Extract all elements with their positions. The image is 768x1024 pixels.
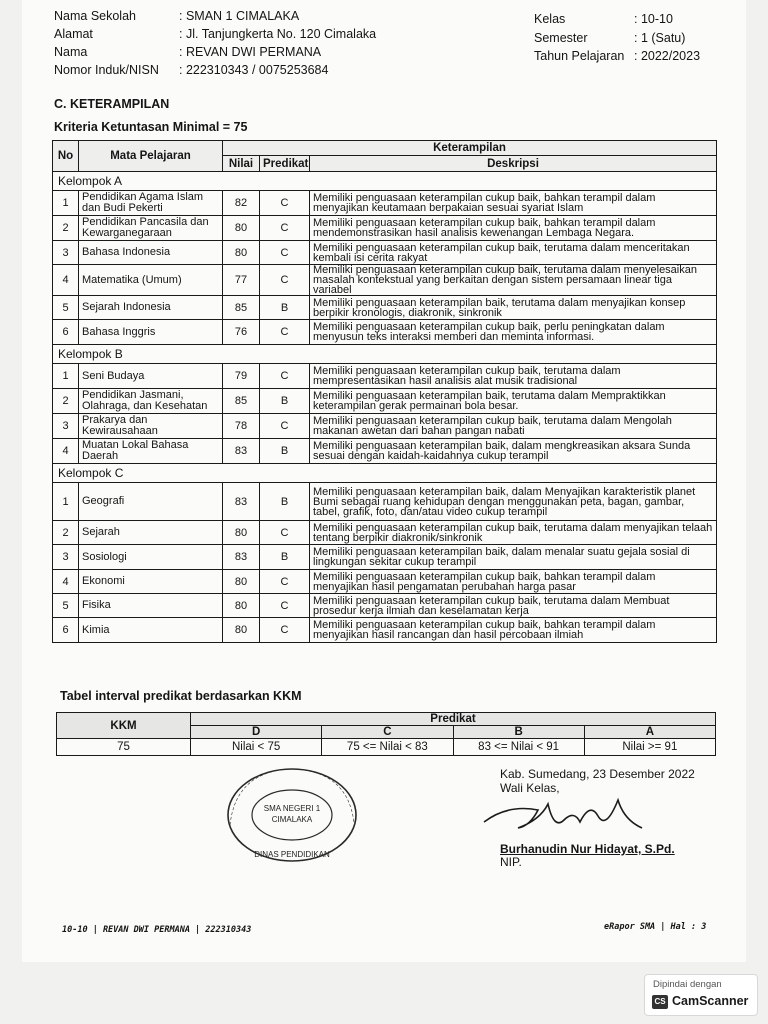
cell-mapel: Sosiologi: [79, 545, 223, 570]
sign-place-date: Kab. Sumedang, 23 Desember 2022: [500, 767, 695, 781]
interval-title: Tabel interval predikat berdasarkan KKM: [60, 689, 302, 703]
cell-deskripsi: Memiliki penguasaan keterampilan cukup baik, bahkan terampil dalam mendemonstrasikan hasil analisis kewenangan Lembaga Negara.: [310, 216, 717, 241]
group-name: Kelompok B: [53, 345, 717, 364]
section-title: C. KETERAMPILAN: [54, 97, 170, 111]
cell-no: 5: [53, 594, 79, 618]
value: : SMAN 1 CIMALAKA: [179, 9, 300, 23]
header-nisn: [54, 63, 328, 77]
cell-no: 4: [53, 265, 79, 296]
predikat-header: Predikat: [191, 713, 716, 726]
cell-no: 1: [53, 364, 79, 389]
school-stamp: [222, 765, 362, 865]
cell-deskripsi: Memiliki penguasaan keterampilan cukup baik, bahkan terampil dalam menyajikan hasil rancangan dan hasil percobaan ilmiah: [310, 618, 717, 643]
col-predikat-header: Predikat: [260, 156, 310, 172]
table-row: [53, 191, 717, 216]
cell-no: 5: [53, 296, 79, 320]
value: : 2022/2023: [634, 49, 701, 63]
cell-deskripsi: Memiliki penguasaan keterampilan cukup baik, terutama dalam menyelesaikan masalah kontekstual yang berkaitan dengan sistem persamaan linear tiga variabel: [310, 265, 717, 296]
table-row: [53, 618, 717, 643]
cell-predikat: B: [260, 545, 310, 570]
cell-mapel: Pendidikan Jasmani, Olahraga, dan Kesehatan: [79, 389, 223, 414]
label: Nama Sekolah: [54, 9, 136, 23]
range-c: 75 <= Nilai < 83: [322, 739, 453, 756]
cell-predikat: B: [260, 483, 310, 521]
cell-nilai: 85: [223, 296, 260, 320]
cell-nilai: 83: [223, 439, 260, 464]
group-row: [53, 464, 717, 483]
label: Tahun Pelajaran: [534, 49, 625, 63]
value: : Jl. Tanjungkerta No. 120 Cimalaka: [179, 27, 377, 41]
table-row: [53, 521, 717, 545]
camscanner-logo-icon: CS: [652, 995, 668, 1009]
kkm-line: Kriteria Ketuntasan Minimal = 75: [54, 120, 248, 134]
cell-mapel: Geografi: [79, 483, 223, 521]
col-keterampilan-header: Keterampilan: [223, 141, 717, 156]
header-kelas: [534, 12, 673, 26]
cell-deskripsi: Memiliki penguasaan keterampilan baik, dalam mengkreasikan aksara Sunda sesuai dengan kaidah-kaidahnya cukup terampil: [310, 439, 717, 464]
value: : 222310343 / 0075253684: [179, 63, 329, 77]
stamp-bottom: DINAS PENDIDIKAN: [254, 850, 330, 859]
cell-predikat: C: [260, 216, 310, 241]
cell-no: 3: [53, 414, 79, 439]
table-row: [53, 241, 717, 265]
cell-predikat: C: [260, 364, 310, 389]
cell-nilai: 85: [223, 389, 260, 414]
col-mapel-header: Mata Pelajaran: [79, 141, 223, 172]
table-row: [53, 265, 717, 296]
cell-nilai: 79: [223, 364, 260, 389]
group-name: Kelompok A: [53, 172, 717, 191]
cell-mapel: Prakarya dan Kewirausahaan: [79, 414, 223, 439]
interval-table: [56, 712, 716, 756]
table-row: [53, 439, 717, 464]
cell-nilai: 76: [223, 320, 260, 345]
group-row: [53, 345, 717, 364]
cell-nilai: 80: [223, 521, 260, 545]
cell-predikat: B: [260, 296, 310, 320]
cell-no: 2: [53, 389, 79, 414]
kkm-value: 75: [57, 739, 191, 756]
value: : 1 (Satu): [634, 31, 686, 45]
cell-predikat: C: [260, 618, 310, 643]
table-row: [53, 414, 717, 439]
sign-name: Burhanudin Nur Hidayat, S.Pd.: [500, 842, 675, 856]
col-no-header: No: [53, 141, 79, 172]
table-row: [53, 296, 717, 320]
label: Alamat: [54, 27, 93, 41]
value: : 10-10: [634, 12, 673, 26]
footer-left: 10-10 | REVAN DWI PERMANA | 222310343: [62, 925, 252, 935]
cell-predikat: B: [260, 439, 310, 464]
cell-no: 2: [53, 521, 79, 545]
cell-no: 3: [53, 545, 79, 570]
label: Nama: [54, 45, 88, 59]
cell-nilai: 80: [223, 216, 260, 241]
cell-mapel: Bahasa Inggris: [79, 320, 223, 345]
cell-predikat: C: [260, 320, 310, 345]
cell-no: 6: [53, 618, 79, 643]
cell-nilai: 80: [223, 241, 260, 265]
cell-deskripsi: Memiliki penguasaan keterampilan baik, dalam menalar suatu gejala sosial di lingkungan sekitar cukup terampil: [310, 545, 717, 570]
grade-c-header: C: [322, 726, 453, 739]
cell-nilai: 83: [223, 545, 260, 570]
cell-nilai: 82: [223, 191, 260, 216]
cell-no: 1: [53, 191, 79, 216]
sign-nip: NIP.: [500, 855, 522, 869]
camscanner-caption: Dipindai dengan: [653, 979, 722, 990]
table-row: [53, 389, 717, 414]
cell-no: 4: [53, 570, 79, 594]
stamp-center-1: SMA NEGERI 1: [263, 804, 321, 813]
sign-role: Wali Kelas,: [500, 781, 560, 795]
cell-no: 4: [53, 439, 79, 464]
table-row: [53, 570, 717, 594]
table-row: [53, 483, 717, 521]
label: Nomor Induk/NISN: [54, 63, 159, 77]
cell-nilai: 77: [223, 265, 260, 296]
grade-b-header: B: [453, 726, 584, 739]
cell-mapel: Sejarah Indonesia: [79, 296, 223, 320]
grade-a-header: A: [584, 726, 715, 739]
group-row: [53, 172, 717, 191]
cell-mapel: Seni Budaya: [79, 364, 223, 389]
cell-predikat: C: [260, 594, 310, 618]
cell-deskripsi: Memiliki penguasaan keterampilan cukup baik, bahkan terampil dalam menyajikan keutamaan berpakaian sesuai syariat Islam: [310, 191, 717, 216]
group-name: Kelompok C: [53, 464, 717, 483]
cell-nilai: 83: [223, 483, 260, 521]
cell-deskripsi: Memiliki penguasaan keterampilan cukup baik, terutama dalam mempresentasikan hasil analisis alat musik tradisional: [310, 364, 717, 389]
handwritten-signature: [478, 790, 648, 840]
header-nama: [54, 45, 321, 59]
kkm-header: KKM: [57, 713, 191, 739]
cell-deskripsi: Memiliki penguasaan keterampilan cukup baik, perlu peningkatan dalam menyusun teks interaksi memberi dan meminta informasi.: [310, 320, 717, 345]
cell-predikat: C: [260, 521, 310, 545]
cell-deskripsi: Memiliki penguasaan keterampilan cukup baik, terutama dalam menceritakan kembali isi cerita rakyat: [310, 241, 717, 265]
cell-no: 1: [53, 483, 79, 521]
cell-nilai: 80: [223, 594, 260, 618]
cell-mapel: Matematika (Umum): [79, 265, 223, 296]
cell-mapel: Pendidikan Pancasila dan Kewarganegaraan: [79, 216, 223, 241]
cell-mapel: Bahasa Indonesia: [79, 241, 223, 265]
cell-mapel: Muatan Lokal Bahasa Daerah: [79, 439, 223, 464]
cell-predikat: C: [260, 191, 310, 216]
cell-deskripsi: Memiliki penguasaan keterampilan cukup baik, terutama dalam menyajikan telaah tentang berpikir diakronik/sinkronik: [310, 521, 717, 545]
range-a: Nilai >= 91: [584, 739, 715, 756]
cell-deskripsi: Memiliki penguasaan keterampilan baik, dalam Menyajikan karakteristik planet Bumi sebagai ruang kehidupan dengan menggunakan peta, bagan, gambar, tabel, grafik, foto, dan/atau video cukup terampil: [310, 483, 717, 521]
cell-mapel: Ekonomi: [79, 570, 223, 594]
grade-d-header: D: [191, 726, 322, 739]
value: : REVAN DWI PERMANA: [179, 45, 322, 59]
header-tahun: [534, 49, 700, 63]
cell-nilai: 80: [223, 570, 260, 594]
table-row: [53, 216, 717, 241]
header-semester: [534, 31, 685, 45]
cell-deskripsi: Memiliki penguasaan keterampilan baik, terutama dalam menyajikan konsep berpikir kronologis, diakronik, sinkronik: [310, 296, 717, 320]
header-alamat: [54, 27, 376, 41]
grades-body: [53, 172, 717, 643]
table-row: [53, 594, 717, 618]
camscanner-badge: [644, 974, 758, 1016]
cell-nilai: 78: [223, 414, 260, 439]
range-d: Nilai < 75: [191, 739, 322, 756]
table-row: [53, 545, 717, 570]
cell-mapel: Kimia: [79, 618, 223, 643]
cell-predikat: C: [260, 570, 310, 594]
range-b: 83 <= Nilai < 91: [453, 739, 584, 756]
grades-table: [52, 140, 717, 643]
label: Kelas: [534, 12, 566, 26]
cell-mapel: Fisika: [79, 594, 223, 618]
footer-right: eRapor SMA | Hal : 3: [604, 922, 707, 932]
stamp-center-2: CIMALAKA: [271, 815, 313, 824]
cell-predikat: B: [260, 389, 310, 414]
cell-predikat: C: [260, 241, 310, 265]
cell-no: 2: [53, 216, 79, 241]
cell-deskripsi: Memiliki penguasaan keterampilan baik, terutama dalam Mempraktikkan keterampilan gerak permainan bola besar.: [310, 389, 717, 414]
cell-deskripsi: Memiliki penguasaan keterampilan cukup baik, terutama dalam Mengolah makanan awetan dari bahan pangan nabati: [310, 414, 717, 439]
header-nama-sekolah: [54, 9, 299, 23]
cell-mapel: Sejarah: [79, 521, 223, 545]
col-deskripsi-header: Deskripsi: [310, 156, 717, 172]
cell-no: 3: [53, 241, 79, 265]
table-row: [53, 320, 717, 345]
cell-mapel: Pendidikan Agama Islam dan Budi Pekerti: [79, 191, 223, 216]
cell-nilai: 80: [223, 618, 260, 643]
table-row: [53, 364, 717, 389]
camscanner-brand: CamScanner: [672, 994, 749, 1008]
cell-deskripsi: Memiliki penguasaan keterampilan cukup baik, bahkan terampil dalam menyajikan hasil pengamatan perubahan harga pasar: [310, 570, 717, 594]
cell-predikat: C: [260, 265, 310, 296]
cell-deskripsi: Memiliki penguasaan keterampilan cukup baik, terutama dalam Membuat prosedur kerja ilmiah dan keselamatan kerja: [310, 594, 717, 618]
label: Semester: [534, 31, 588, 45]
cell-no: 6: [53, 320, 79, 345]
col-nilai-header: Nilai: [223, 156, 260, 172]
cell-predikat: C: [260, 414, 310, 439]
